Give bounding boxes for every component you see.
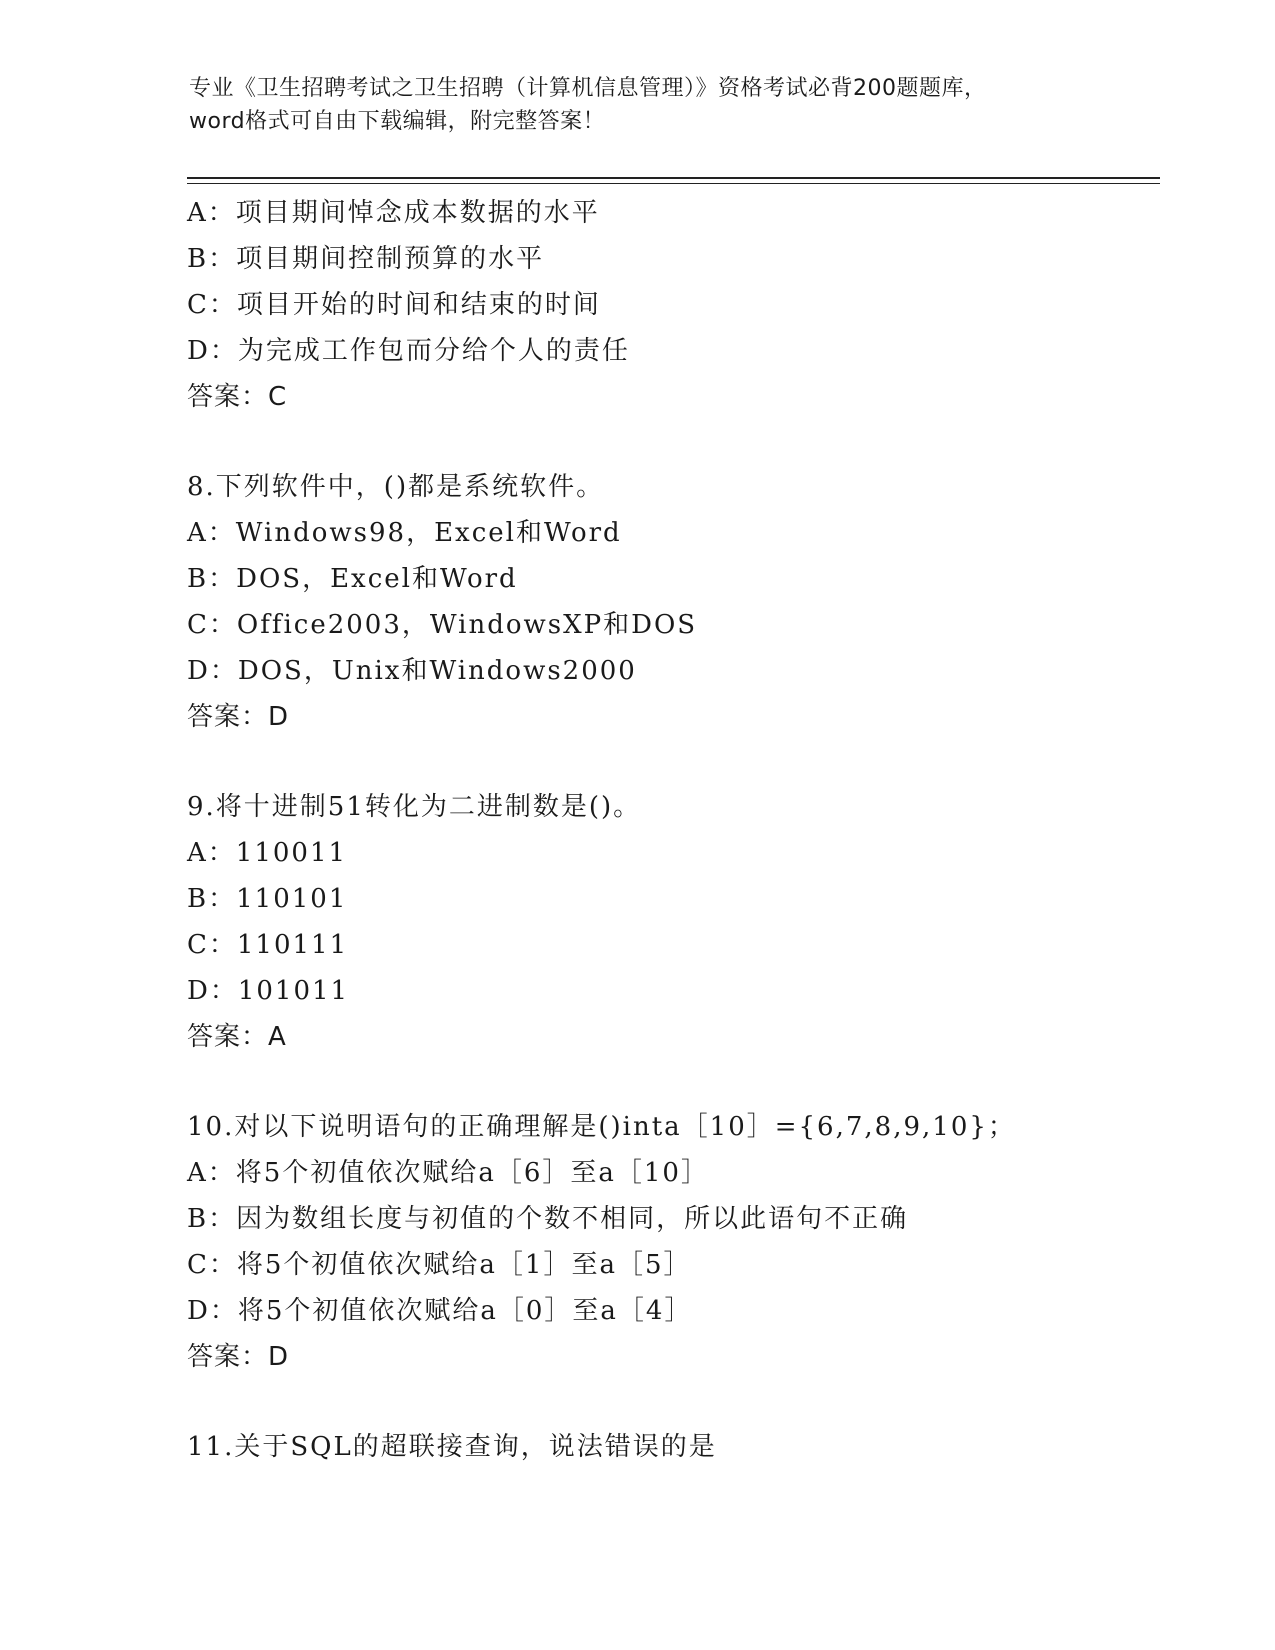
question-8 — [187, 464, 1187, 740]
question-stem: 10.对以下说明语句的正确理解是()inta［10］={6,7,8,9,10}； — [187, 1112, 1016, 1142]
answer-line: 答案：A — [187, 1022, 287, 1052]
answer-line: 答案：C — [187, 382, 288, 412]
option-d: D：将5个初值依次赋给a［0］至a［4］ — [187, 1296, 693, 1326]
header-line-2: word格式可自由下载编辑，附完整答案！ — [189, 109, 606, 134]
question-stem: 8.下列软件中，()都是系统软件。 — [187, 472, 605, 502]
option-d: D：为完成工作包而分给个人的责任 — [187, 336, 630, 366]
question-content — [187, 190, 1187, 1470]
header-divider-thin — [187, 183, 1160, 184]
option-c: C：Office2003，WindowsXP和DOS — [187, 610, 698, 640]
spacer — [187, 1380, 1187, 1424]
question-7 — [187, 190, 1187, 420]
option-a: A：Windows98，Excel和Word — [187, 518, 622, 548]
question-stem: 11.关于SQL的超联接查询，说法错误的是 — [187, 1432, 717, 1462]
option-c: C：将5个初值依次赋给a［1］至a［5］ — [187, 1250, 692, 1280]
spacer — [187, 420, 1187, 464]
header-line-1: 专业《卫生招聘考试之卫生招聘（计算机信息管理）》资格考试必背200题题库， — [189, 76, 987, 101]
option-d: D：DOS，Unix和Windows2000 — [187, 656, 637, 686]
option-a: A：110011 — [187, 838, 348, 868]
answer-line: 答案：D — [187, 1342, 290, 1372]
spacer — [187, 1060, 1187, 1104]
document-header — [189, 72, 1089, 138]
option-a: A：项目期间悼念成本数据的水平 — [187, 198, 600, 228]
option-c: C：项目开始的时间和结束的时间 — [187, 290, 601, 320]
option-b: B：因为数组长度与初值的个数不相同，所以此语句不正确 — [187, 1204, 909, 1234]
option-d: D：101011 — [187, 976, 350, 1006]
option-b: B：110101 — [187, 884, 348, 914]
question-stem: 9.将十进制51转化为二进制数是()。 — [187, 792, 642, 822]
option-c: C：110111 — [187, 930, 349, 960]
option-b: B：项目期间控制预算的水平 — [187, 244, 545, 274]
header-divider-thick — [187, 177, 1160, 179]
question-11 — [187, 1424, 1187, 1470]
question-9 — [187, 784, 1187, 1060]
answer-line: 答案：D — [187, 702, 290, 732]
spacer — [187, 740, 1187, 784]
option-b: B：DOS，Excel和Word — [187, 564, 518, 594]
option-a: A：将5个初值依次赋给a［6］至a［10］ — [187, 1158, 709, 1188]
question-10 — [187, 1104, 1187, 1380]
